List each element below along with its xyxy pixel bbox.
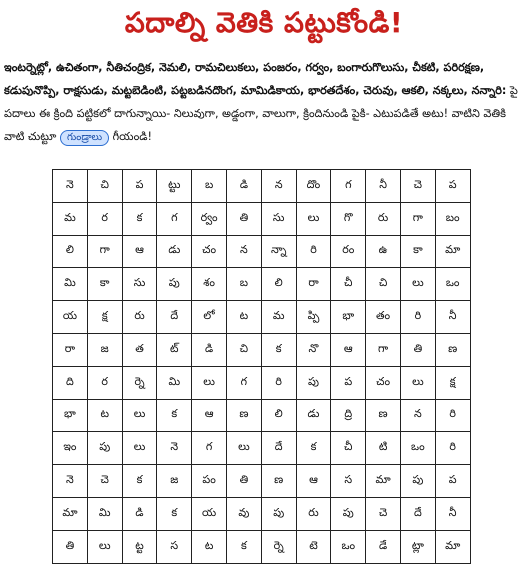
- grid-cell[interactable]: సు: [261, 202, 296, 235]
- grid-cell[interactable]: జ: [157, 465, 192, 498]
- grid-cell[interactable]: మి: [53, 268, 88, 301]
- grid-cell[interactable]: లో: [192, 301, 227, 334]
- grid-cell[interactable]: దే: [157, 301, 192, 334]
- grid-cell[interactable]: చం: [366, 366, 401, 399]
- word-search-grid: [52, 169, 471, 564]
- grid-cell[interactable]: లు: [192, 366, 227, 399]
- grid-cell[interactable]: నె: [53, 170, 88, 203]
- grid-cell[interactable]: ట్: [157, 333, 192, 366]
- grid-cell[interactable]: స: [157, 530, 192, 563]
- grid-cell[interactable]: చి: [226, 333, 261, 366]
- grid-cell[interactable]: క: [296, 432, 331, 465]
- grid-cell[interactable]: మి: [87, 497, 122, 530]
- grid-row: [53, 465, 471, 498]
- grid-cell[interactable]: క్ష: [435, 366, 470, 399]
- grid-cell[interactable]: పు: [400, 465, 435, 498]
- grid-cell[interactable]: ప: [435, 465, 470, 498]
- grid-cell[interactable]: మా: [435, 530, 470, 563]
- page-title: పదాల్ని వెతికి పట్టుకోండి!: [124, 6, 404, 39]
- grid-cell[interactable]: లి: [261, 399, 296, 432]
- grid-cell[interactable]: ట్టు: [157, 170, 192, 203]
- grid-cell[interactable]: క: [261, 333, 296, 366]
- grid-cell[interactable]: ఆ: [296, 465, 331, 498]
- instructions-paragraph: [4, 56, 524, 148]
- grid-cell[interactable]: భా: [331, 301, 366, 334]
- grid-cell[interactable]: రం: [331, 235, 366, 268]
- grid-cell[interactable]: క: [226, 530, 261, 563]
- grid-cell[interactable]: మ: [261, 301, 296, 334]
- grid-row: [53, 268, 471, 301]
- grid-cell[interactable]: ణ: [261, 465, 296, 498]
- grid-cell[interactable]: నీ: [435, 301, 470, 334]
- grid-cell[interactable]: చె: [87, 465, 122, 498]
- grid-cell[interactable]: చం: [192, 235, 227, 268]
- grid-cell[interactable]: ఉ: [366, 235, 401, 268]
- grid-cell[interactable]: శం: [192, 268, 227, 301]
- grid-cell[interactable]: ఒం: [400, 432, 435, 465]
- grid-cell[interactable]: లు: [400, 366, 435, 399]
- grid-cell[interactable]: బ: [226, 268, 261, 301]
- grid-row: [53, 170, 471, 203]
- word-list: ఇంటర్నెట్లో, ఉచితంగా, నీతిచంద్రిక, నెమలి, రామచిలుకలు, పంజరం, గర్వం, బంగారుగొలుసు, చీకటి, పరిరక్షణ, కడుపునొప్పి, రాక్షసుడు, మట్టబెడింటి, పట్టబడినదొంగ, మామిడికాయ, భారతదేశం, చెరువు, ఆకలి, నక్కలు, నన్నారి:: [4, 61, 507, 97]
- instruction-text: పై పదాలు ఈ క్రింది పట్టికలో దాగున్నాయి- నిలువుగా, అడ్డంగా, వాలుగా, క్రిందినుండి పైకి- ఎటుపడితే అటు! వాటిని వెతికి వాటి చుట్టూ: [4, 84, 518, 143]
- grid-row: [53, 235, 471, 268]
- grid-cell[interactable]: రి: [435, 399, 470, 432]
- grid-cell[interactable]: దే: [261, 432, 296, 465]
- grid-cell[interactable]: తి: [400, 333, 435, 366]
- grid-row: [53, 497, 471, 530]
- grid-row: [53, 366, 471, 399]
- grid-cell[interactable]: లు: [226, 432, 261, 465]
- grid-cell[interactable]: గ: [192, 432, 227, 465]
- grid-cell[interactable]: ర: [87, 202, 122, 235]
- grid-cell[interactable]: దే: [400, 497, 435, 530]
- grid-cell[interactable]: లు: [87, 530, 122, 563]
- grid-cell[interactable]: ర్నె: [122, 366, 157, 399]
- grid-cell[interactable]: బ: [192, 170, 227, 203]
- grid-row: [53, 301, 471, 334]
- grid-cell[interactable]: డి: [192, 333, 227, 366]
- grid-cell[interactable]: ప: [122, 170, 157, 203]
- grid-cell[interactable]: రు: [366, 202, 401, 235]
- grid-cell[interactable]: నె: [53, 465, 88, 498]
- grid-cell[interactable]: బం: [435, 202, 470, 235]
- grid-cell[interactable]: క: [122, 202, 157, 235]
- grid-cell[interactable]: ట్లా: [400, 530, 435, 563]
- grid-cell[interactable]: ట్ట: [122, 530, 157, 563]
- grid-cell[interactable]: టి: [366, 432, 401, 465]
- grid-cell[interactable]: నీ: [435, 497, 470, 530]
- grid-cell[interactable]: వు: [226, 497, 261, 530]
- grid-cell[interactable]: ర్వం: [192, 202, 227, 235]
- grid-cell[interactable]: నీ: [366, 170, 401, 203]
- grid-cell[interactable]: ప్పి: [296, 301, 331, 334]
- grid-cell[interactable]: పు: [157, 268, 192, 301]
- grid-cell[interactable]: య: [53, 301, 88, 334]
- grid-cell[interactable]: మ: [53, 202, 88, 235]
- grid-cell[interactable]: ణ: [226, 399, 261, 432]
- grid-cell[interactable]: క: [122, 465, 157, 498]
- grid-cell[interactable]: నొ: [296, 333, 331, 366]
- grid-cell[interactable]: గ: [226, 366, 261, 399]
- grid-cell[interactable]: ణ: [435, 333, 470, 366]
- grid-cell[interactable]: గ: [157, 202, 192, 235]
- grid-cell[interactable]: ట: [192, 530, 227, 563]
- grid-cell[interactable]: చి: [87, 170, 122, 203]
- grid-cell[interactable]: గ: [331, 170, 366, 203]
- grid-cell[interactable]: పు: [296, 366, 331, 399]
- grid-cell[interactable]: చె: [400, 170, 435, 203]
- grid-cell[interactable]: ఆ: [331, 333, 366, 366]
- grid-cell[interactable]: ప: [435, 170, 470, 203]
- grid-cell[interactable]: గా: [366, 333, 401, 366]
- grid-cell[interactable]: లు: [122, 399, 157, 432]
- grid-cell[interactable]: చీ: [331, 268, 366, 301]
- grid-cell[interactable]: తం: [366, 301, 401, 334]
- grid-cell[interactable]: లు: [296, 202, 331, 235]
- grid-cell[interactable]: ర: [87, 366, 122, 399]
- grid-cell[interactable]: మా: [366, 465, 401, 498]
- grid-row: [53, 530, 471, 563]
- grid-cell[interactable]: సు: [122, 268, 157, 301]
- grid-cell[interactable]: రి: [261, 366, 296, 399]
- grid-cell[interactable]: పు: [87, 432, 122, 465]
- grid-cell[interactable]: కా: [400, 235, 435, 268]
- grid-cell[interactable]: గొ: [331, 202, 366, 235]
- grid-row: [53, 202, 471, 235]
- circle-example-oval: గుండ్రాలు: [60, 130, 109, 146]
- grid-cell[interactable]: లు: [122, 432, 157, 465]
- grid-cell[interactable]: జ: [87, 333, 122, 366]
- grid-cell[interactable]: రి: [435, 432, 470, 465]
- grid-cell[interactable]: మి: [157, 366, 192, 399]
- grid-cell[interactable]: చీ: [331, 432, 366, 465]
- grid-cell[interactable]: కా: [87, 268, 122, 301]
- grid-row: [53, 432, 471, 465]
- grid-cell[interactable]: గా: [400, 202, 435, 235]
- grid-cell[interactable]: ఆ: [192, 399, 227, 432]
- grid-cell[interactable]: ద్రి: [331, 399, 366, 432]
- grid-cell[interactable]: మా: [435, 235, 470, 268]
- grid-row: [53, 399, 471, 432]
- grid-cell[interactable]: య: [192, 497, 227, 530]
- grid-cell[interactable]: ర్నె: [261, 530, 296, 563]
- grid-cell[interactable]: గా: [87, 235, 122, 268]
- grid-cell[interactable]: తి: [53, 530, 88, 563]
- grid-cell[interactable]: లి: [53, 235, 88, 268]
- grid-cell[interactable]: త: [122, 333, 157, 366]
- grid-cell[interactable]: న: [400, 399, 435, 432]
- grid-cell[interactable]: పు: [331, 497, 366, 530]
- grid-cell[interactable]: స: [331, 465, 366, 498]
- grid-cell[interactable]: ణ: [366, 399, 401, 432]
- grid-cell[interactable]: క్ష: [87, 301, 122, 334]
- grid-cell[interactable]: డు: [296, 399, 331, 432]
- grid-cell[interactable]: లి: [261, 268, 296, 301]
- grid-cell[interactable]: న: [261, 170, 296, 203]
- grid-row: [53, 333, 471, 366]
- grid-cell[interactable]: ట: [87, 399, 122, 432]
- grid-cell[interactable]: టె: [296, 530, 331, 563]
- grid-cell[interactable]: ట: [226, 301, 261, 334]
- grid-cell[interactable]: తి: [226, 465, 261, 498]
- grid-cell[interactable]: న్నా: [261, 235, 296, 268]
- grid-cell[interactable]: రా: [296, 268, 331, 301]
- instruction-text-end: గీయండి!: [112, 130, 153, 143]
- grid-cell[interactable]: ఇం: [53, 432, 88, 465]
- grid-cell[interactable]: చి: [366, 268, 401, 301]
- grid-cell[interactable]: లు: [400, 268, 435, 301]
- grid-cell[interactable]: క: [157, 399, 192, 432]
- grid-cell[interactable]: తి: [226, 202, 261, 235]
- grid-cell[interactable]: డు: [157, 235, 192, 268]
- grid-cell[interactable]: ఒం: [435, 268, 470, 301]
- grid-cell[interactable]: రి: [296, 235, 331, 268]
- grid-cell[interactable]: ది: [53, 366, 88, 399]
- grid-cell[interactable]: రి: [400, 301, 435, 334]
- grid-cell[interactable]: ఒం: [331, 530, 366, 563]
- grid-cell[interactable]: న: [226, 235, 261, 268]
- grid-cell[interactable]: పం: [192, 465, 227, 498]
- grid-cell[interactable]: డే: [366, 530, 401, 563]
- grid-cell[interactable]: రా: [53, 333, 88, 366]
- grid-cell[interactable]: ఆ: [122, 235, 157, 268]
- grid-cell[interactable]: రు: [122, 301, 157, 334]
- grid-cell[interactable]: భా: [53, 399, 88, 432]
- grid-cell[interactable]: పు: [261, 497, 296, 530]
- grid-cell[interactable]: రు: [296, 497, 331, 530]
- grid-cell[interactable]: మా: [53, 497, 88, 530]
- grid-cell[interactable]: డి: [226, 170, 261, 203]
- grid-cell[interactable]: ప: [331, 366, 366, 399]
- grid-cell[interactable]: నె: [157, 432, 192, 465]
- grid-cell[interactable]: డి: [122, 497, 157, 530]
- grid-cell[interactable]: క: [157, 497, 192, 530]
- grid-cell[interactable]: దొం: [296, 170, 331, 203]
- grid-cell[interactable]: చె: [366, 497, 401, 530]
